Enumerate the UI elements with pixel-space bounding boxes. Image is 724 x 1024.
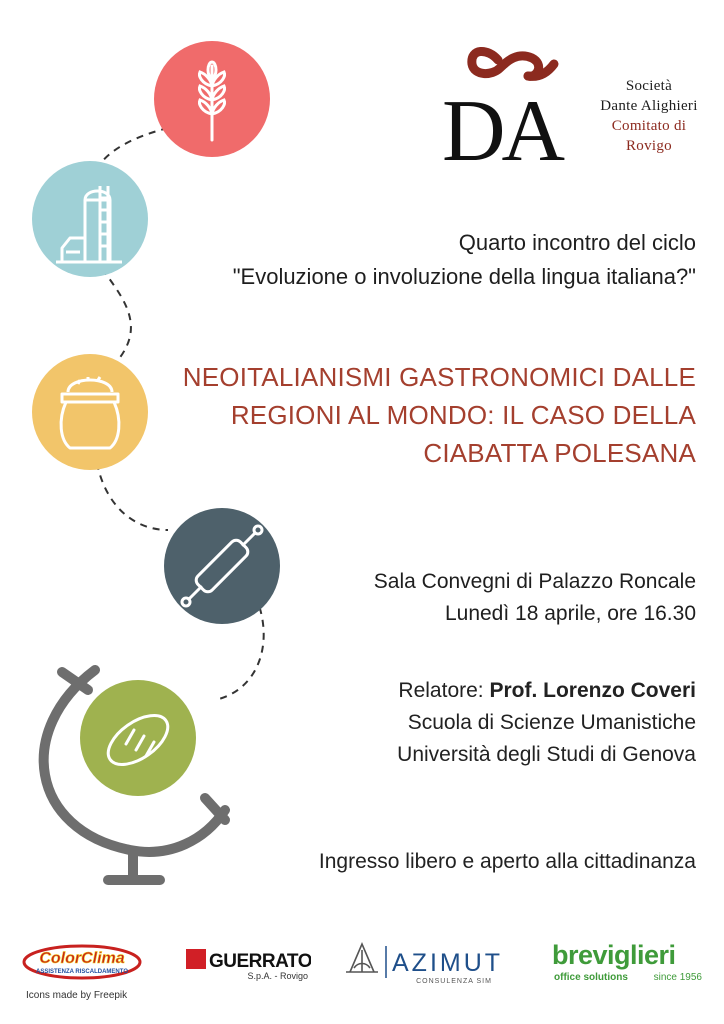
sponsor-breviglieri xyxy=(552,938,704,986)
silo-circle xyxy=(32,161,148,277)
sack-circle xyxy=(32,354,148,470)
speaker-block xyxy=(397,675,696,771)
entry-text: Ingresso libero e aperto alla cittadinanza xyxy=(318,850,696,873)
logo-initials: DA xyxy=(442,83,562,167)
breviglieri-logo-icon xyxy=(552,938,704,986)
sponsor-guerrato xyxy=(186,946,311,982)
guerrato-logo-icon xyxy=(186,946,311,982)
speaker-label: Relatore: xyxy=(398,679,490,702)
series-intro xyxy=(233,226,696,294)
entry-note xyxy=(319,846,696,878)
colorclima-tagline: ASSISTENZA RISCALDAMENTO xyxy=(35,969,129,975)
committee-line-1: Comitato di xyxy=(611,118,687,134)
venue-block xyxy=(374,566,696,630)
title-line-3: CIABATTA POLESANA xyxy=(423,438,696,468)
speaker-line xyxy=(397,675,696,707)
venue-datetime: Lunedì 18 aprile, ore 16.30 xyxy=(444,602,696,625)
logo-emblem-icon xyxy=(440,42,575,167)
venue-place: Sala Convegni di Palazzo Roncale xyxy=(373,570,696,593)
bread-circle xyxy=(80,680,196,796)
azimut-name: AZIMUT xyxy=(392,949,504,977)
committee-line-2: Rovigo xyxy=(626,138,672,154)
pin-circle xyxy=(164,508,280,624)
azimut-logo-icon xyxy=(344,938,516,986)
icon-credit: Icons made by Freepik xyxy=(26,990,128,1001)
colorclima-logo-icon xyxy=(22,944,142,980)
dante-alighieri-logo xyxy=(440,42,575,167)
speaker-university: Università degli Studi di Genova xyxy=(397,743,696,766)
azimut-sub: CONSULENZA SIM xyxy=(416,978,492,985)
breviglieri-name: breviglieri xyxy=(552,940,676,970)
colorclima-name: ColorClima xyxy=(39,950,125,967)
society-name xyxy=(584,76,714,156)
guerrato-name: GUERRATO xyxy=(209,951,311,972)
sponsor-azimut xyxy=(344,938,516,986)
intro-line-2: "Evoluzione o involuzione della lingua italiana?" xyxy=(232,264,696,289)
title-line-1: NEOITALIANISMI GASTRONOMICI DALLE xyxy=(182,362,696,392)
society-line-2: Dante Alighieri xyxy=(600,98,698,114)
guerrato-sub: S.p.A. - Rovigo xyxy=(247,971,308,981)
title-line-2: REGIONI AL MONDO: IL CASO DELLA xyxy=(230,400,696,430)
breviglieri-since: since 1956 xyxy=(653,972,702,983)
society-line-1: Società xyxy=(625,78,673,94)
intro-line-1: Quarto incontro del ciclo xyxy=(458,230,696,255)
sponsor-colorclima xyxy=(22,944,142,980)
event-title xyxy=(183,358,696,472)
speaker-school: Scuola di Scienze Umanistiche xyxy=(407,711,696,734)
speaker-name: Prof. Lorenzo Coveri xyxy=(489,679,696,702)
breviglieri-sub: office solutions xyxy=(554,972,628,983)
